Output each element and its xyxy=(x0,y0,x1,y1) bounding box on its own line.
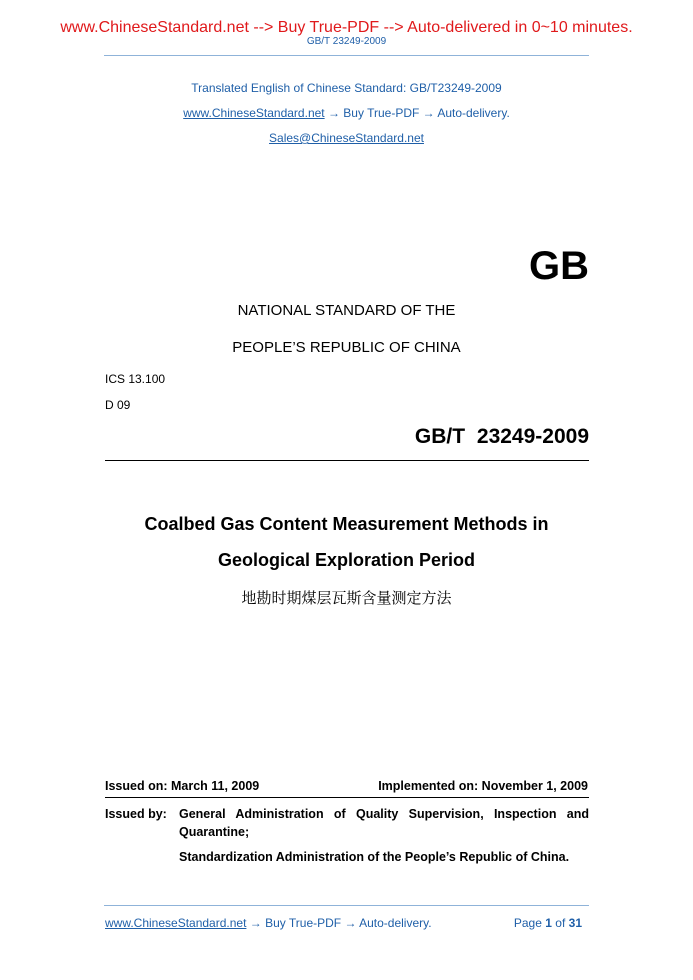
page-total: 31 xyxy=(568,916,582,930)
header-email-line xyxy=(0,131,693,145)
footer-site-line xyxy=(105,916,432,930)
issue-dates-divider xyxy=(105,797,589,798)
page-number: 1 xyxy=(545,916,552,930)
gb-mark: GB xyxy=(529,244,589,288)
title-line2: Geological Exploration Period xyxy=(217,550,476,570)
title-line1: Coalbed Gas Content Measurement Methods in xyxy=(144,514,549,534)
sales-email-link[interactable]: Sales@ChineseStandard.net xyxy=(269,131,424,145)
national-standard-line1: NATIONAL STANDARD OF THE xyxy=(237,302,456,319)
issued-on: Issued on: March 11, 2009 xyxy=(105,779,260,793)
ccs-code: D 09 xyxy=(105,398,131,412)
header-standard-code: GB/T 23249-2009 xyxy=(306,36,387,47)
footer-site-rest: → Buy True-PDF → Auto-delivery. xyxy=(246,916,432,930)
footer-divider xyxy=(104,905,589,906)
title-chinese: 地勘时期煤层瓦斯含量测定方法 xyxy=(241,590,452,607)
footer-site-link[interactable]: www.ChineseStandard.net xyxy=(105,916,247,930)
ics-code: ICS 13.100 xyxy=(105,372,166,386)
issued-by-label: Issued by: xyxy=(105,807,167,821)
issued-by-authority-1: General Administration of Quality Supervision, Inspection and Quarantine; xyxy=(179,807,589,839)
standard-number: GB/T 23249-2009 xyxy=(414,425,589,448)
page-indicator xyxy=(514,916,582,930)
page-of-label: of xyxy=(555,916,566,930)
page-label: Page xyxy=(513,916,542,930)
implemented-on: Implemented on: November 1, 2009 xyxy=(378,779,588,793)
national-standard-line2: PEOPLE’S REPUBLIC OF CHINA xyxy=(232,339,461,356)
issued-by-authority-2: Standardization Administration of the People’s Republic of China. xyxy=(179,850,570,864)
header-divider xyxy=(104,55,589,56)
translated-notice: Translated English of Chinese Standard: GB/T23249-2009 xyxy=(191,81,502,95)
standard-number-divider xyxy=(105,460,589,461)
header-site-line xyxy=(0,106,693,120)
issue-dates-row xyxy=(105,779,588,793)
promo-banner[interactable]: www.ChineseStandard.net --> Buy True-PDF --> Auto-delivered in 0~10 minutes. xyxy=(60,19,633,36)
header-site-link[interactable]: www.ChineseStandard.net xyxy=(183,106,325,120)
header-site-rest: → Buy True-PDF → Auto-delivery. xyxy=(324,106,510,120)
